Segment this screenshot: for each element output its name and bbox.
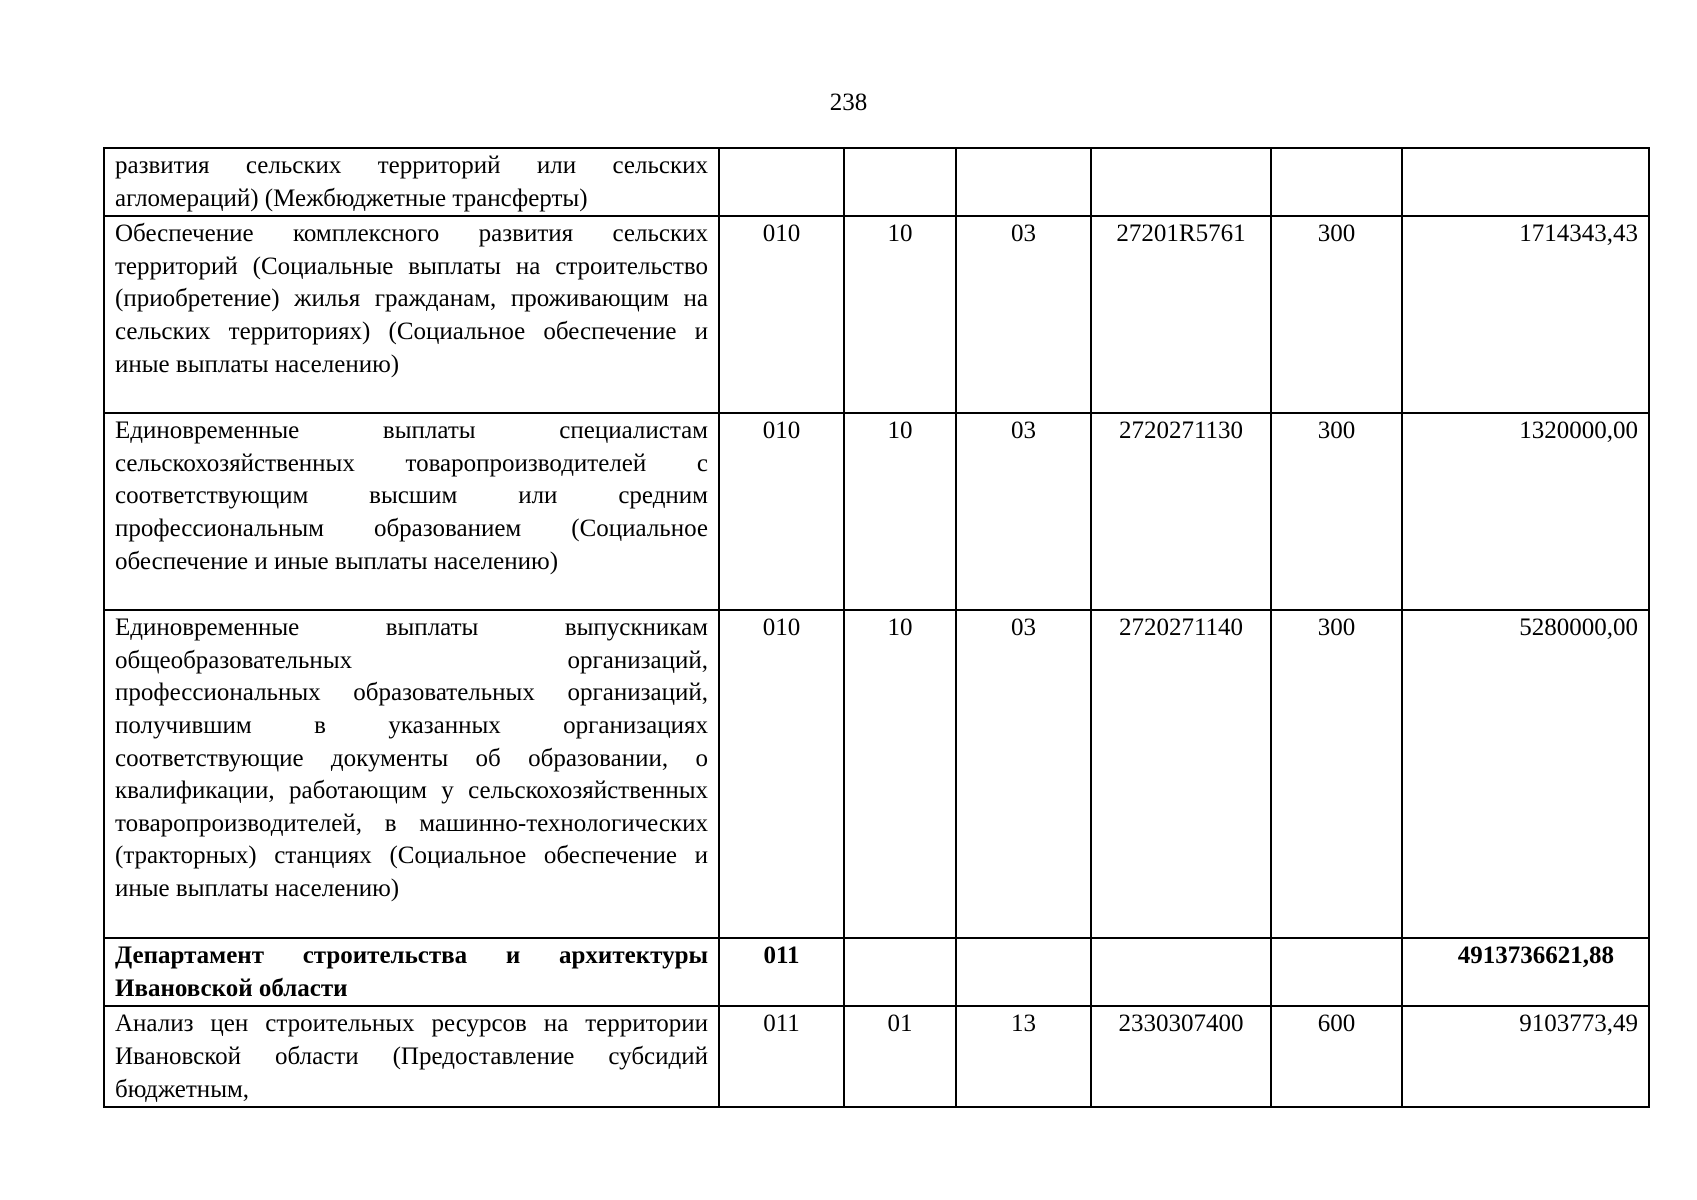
target-article-code [1091,938,1271,1006]
amount: 1320000,00 [1402,413,1649,610]
section-code [844,148,956,216]
section-code: 01 [844,1006,956,1107]
expense-type-code: 600 [1271,1006,1402,1107]
ministry-code [719,148,844,216]
expense-type-code [1271,148,1402,216]
amount [1402,148,1649,216]
target-article-code: 2720271140 [1091,610,1271,938]
expense-type-code [1271,938,1402,1006]
target-article-code [1091,148,1271,216]
row-description: развития сельских территорий или сельских агломераций) (Межбюджетные трансферты) [104,148,719,216]
subsection-code [956,148,1091,216]
budget-table [103,147,1650,1108]
section-code [844,938,956,1006]
table-row-department [104,938,1649,1006]
amount: 5280000,00 [1402,610,1649,938]
amount: 4913736621,88 [1402,938,1649,1006]
row-description: Единовременные выплаты специалистам сельскохозяйственных товаропроизводителей с соответствующим высшим или средним профессиональным образованием (Социальное обеспечение и иные выплаты населению) [104,413,719,610]
section-code: 10 [844,610,956,938]
subsection-code: 03 [956,413,1091,610]
page-number: 238 [829,89,868,116]
table-row [104,413,1649,610]
section-code: 10 [844,216,956,413]
amount: 1714343,43 [1402,216,1649,413]
ministry-code: 010 [719,413,844,610]
table-row [104,216,1649,413]
row-description: Единовременные выплаты выпускникам общеобразовательных организаций, профессиональных образовательных организаций, получившим в указанных организациях соответствующие документы об образовании, о квалификации, работающим у сельскохозяйственных товаропроизводителей, в машинно-технологических (тракторных) станциях (Социальное обеспечение и иные выплаты населению) [104,610,719,938]
table-row [104,610,1649,938]
row-description: Анализ цен строительных ресурсов на территории Ивановской области (Предоставление субсидий бюджетным, [104,1006,719,1107]
subsection-code [956,938,1091,1006]
target-article-code: 2720271130 [1091,413,1271,610]
row-description: Обеспечение комплексного развития сельских территорий (Социальные выплаты на строительство (приобретение) жилья гражданам, проживающим на сельских территориях) (Социальное обеспечение и иные выплаты населению) [104,216,719,413]
section-code: 10 [844,413,956,610]
expense-type-code: 300 [1271,610,1402,938]
ministry-code: 011 [719,1006,844,1107]
table-row [104,1006,1649,1107]
table-row [104,148,1649,216]
amount: 9103773,49 [1402,1006,1649,1107]
target-article-code: 2330307400 [1091,1006,1271,1107]
target-article-code: 27201R5761 [1091,216,1271,413]
row-description: Департамент строительства и архитектуры Ивановской области [104,938,719,1006]
ministry-code: 010 [719,610,844,938]
subsection-code: 13 [956,1006,1091,1107]
expense-type-code: 300 [1271,413,1402,610]
subsection-code: 03 [956,610,1091,938]
ministry-code: 010 [719,216,844,413]
ministry-code: 011 [719,938,844,1006]
expense-type-code: 300 [1271,216,1402,413]
subsection-code: 03 [956,216,1091,413]
